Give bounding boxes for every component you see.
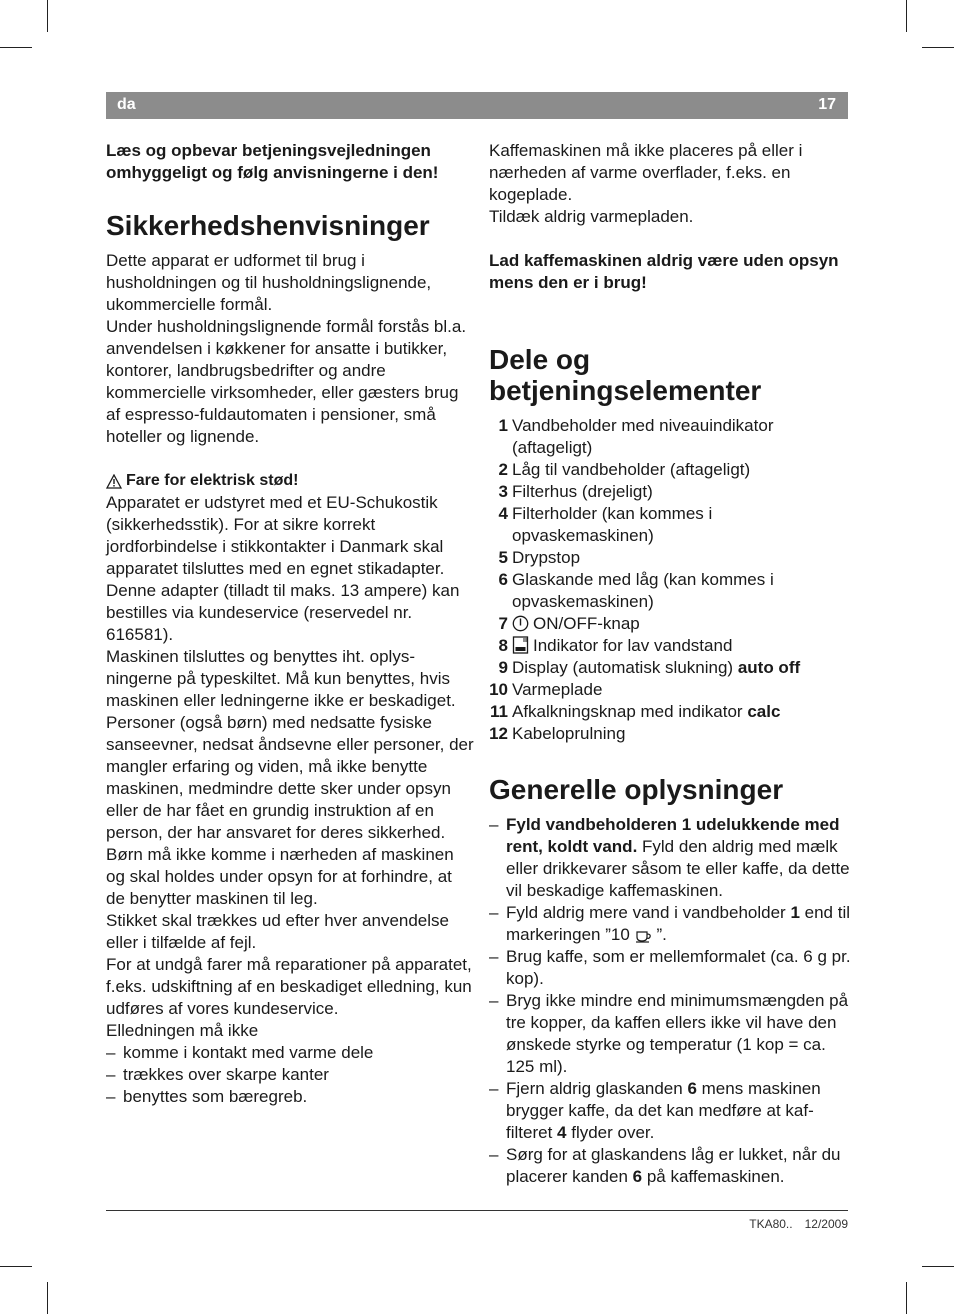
list-item: 3 Filterhus (drejeligt) [498,482,653,501]
power-icon [512,615,529,632]
crop-mark [922,1266,954,1267]
warning-paragraph: Maskinen tilsluttes og benyttes iht. oplysningerne på typeskiltet. Må kun benyttes, hvis maskinen eller ledningerne ikke er beskadiget. [106,647,456,710]
right-column [489,140,851,1188]
cup-icon [635,929,653,943]
list-item: 1 Vandbeholder med niveauindikator (aftageligt) [498,416,774,457]
page-number: 17 [818,96,836,113]
water-level-icon [512,636,529,654]
warning-title: Fare for elektrisk stød! [126,472,299,489]
list-item: 8 Indikator for lav vandstand [498,636,733,655]
list-item: – Sørg for at glaskandens låg er lukket, når du placerer kanden 6 på kaffemaskinen. [489,1144,851,1188]
list-item: 5 Drypstop [498,548,581,567]
revision-date: 12/2009 [804,1217,848,1231]
list-item: 12 Kabeloprulning [489,724,626,743]
list-item: – Fyld aldrig mere vand i vandbeholder 1 end til markeringen ”10 ”. [489,902,851,946]
language-code: da [117,96,136,113]
list-item: – Fyld vandbeholderen 1 udelukkende med rent, koldt vand. Fyld den aldrig med mælk eller drikkevarer såsom te eller kaffe, da dette vil beskadige kaffemaskinen. [489,814,851,902]
list-item: 4 Filterholder (kan kommes i opvaskemaskinen) [498,504,713,545]
list-item: – trækkes over skarpe kanter [106,1064,474,1086]
cover-paragraph: Tildæk aldrig varmepladen. [489,207,694,226]
list-item: 6 Glaskande med låg (kan kommes i opvaskemaskinen) [498,570,774,611]
list-item: – Fjern aldrig glaskanden 6 mens maskinen brygger kaffe, da det kan medføre at kaffilteret 4 flyder over. [489,1078,851,1144]
parts-heading: Dele og betjeningselementer [489,344,762,406]
crop-mark [906,1282,907,1314]
crop-mark [906,0,907,32]
list-item: – Brug kaffe, som er mellemformalet (ca. 6 g pr. kop). [489,946,851,990]
crop-mark [47,0,48,32]
page-footer [749,1217,848,1231]
safety-paragraph: Under husholdningslignende formål forstås bl.a. anvendelsen i køkkener for ansatte i butikker, kontorer, landbrugsbedrifter og andre kommercielle virksomheder, eller gæsters brug af espresso-fuldautomaten i pensioner, små hoteller og lignende. [106,317,467,446]
crop-mark [0,47,32,48]
list-item: 10 Varmeplade [489,680,603,699]
general-heading: Generelle oplysninger [489,774,784,805]
unattended-warning: Lad kaffemaskinen aldrig være uden opsyn mens den er i brug! [489,251,839,292]
crop-mark [0,1266,32,1267]
warning-paragraph: Børn må ikke komme i nærheden af maskinen og skal holdes under opsyn for at forhindre, at de benytter maskinen til leg. [106,845,454,908]
placement-paragraph: Kaffemaskinen må ikke placeres på eller i nærheden af varme overflader, f.eks. en kogeplade. [489,141,803,204]
list-item: 9 Display (automatisk slukning) auto off [498,658,801,677]
warning-paragraph: Personer (også børn) med nedsatte fysiske sanseevner, nedsat åndsevne eller personer, der mangler erfaring og viden, må ikke benytte maskinen, medmindre dette sker under opsyn eller de har fået en grundig instruktion af en person, der har ansvaret for deres sikkerhed. [106,713,474,842]
crop-mark [922,47,954,48]
warning-heading [106,470,474,492]
safety-paragraph: Dette apparat er udformet til brug i husholdningen og til husholdningslignende, ukommercielle formål. [106,251,432,314]
model-number: TKA80.. [749,1217,793,1231]
footer-divider [106,1210,848,1211]
crop-mark [47,1282,48,1314]
left-column [106,140,474,1108]
list-item: 2 Låg til vandbeholder (aftageligt) [498,460,751,479]
list-item: – komme i kontakt med varme dele [106,1042,474,1064]
warning-paragraph: Stikket skal trækkes ud efter hver anvendelse eller i tilfælde af fejl. [106,911,449,952]
intro-note: Læs og opbevar betjeningsvejledningen omhyggeligt og følg anvisningerne i den! [106,141,439,182]
safety-heading: Sikkerhedshenvisninger [106,210,430,241]
cord-list [106,1042,474,1108]
list-item: – benyttes som bæregreb. [106,1086,474,1108]
parts-list [489,415,851,745]
page-header-bar [106,92,848,119]
cord-intro: Elledningen må ikke [106,1021,259,1040]
general-list [489,814,851,1188]
warning-paragraph: For at undgå farer må reparationer på apparatet, f.eks. udskiftning af en beskadiget elledning, kun udføres af vores kundeservice. [106,955,472,1018]
warning-paragraph: Apparatet er udstyret med et EU-Schukostik (sikkerhedsstik). For at sikre korrekt jordforbindelse i stikkontakter i Danmark skal apparatet tilsluttes med en egnet stikadapter. Denne adapter (tilladt til maks. 13 ampere) kan bestilles via kundeservice (reservedel nr. 616581). [106,493,460,644]
list-item: 11 Afkalkningsknap med indikator calc [490,702,781,721]
list-item: – Bryg ikke mindre end minimumsmængden på tre kopper, da kaffen ellers ikke vil have den ønskede styrke og temperatur (1 kop = ca. 125 ml). [489,990,851,1078]
warning-triangle-icon [106,474,122,489]
list-item: 7 ON/OFF-knap [498,614,640,633]
